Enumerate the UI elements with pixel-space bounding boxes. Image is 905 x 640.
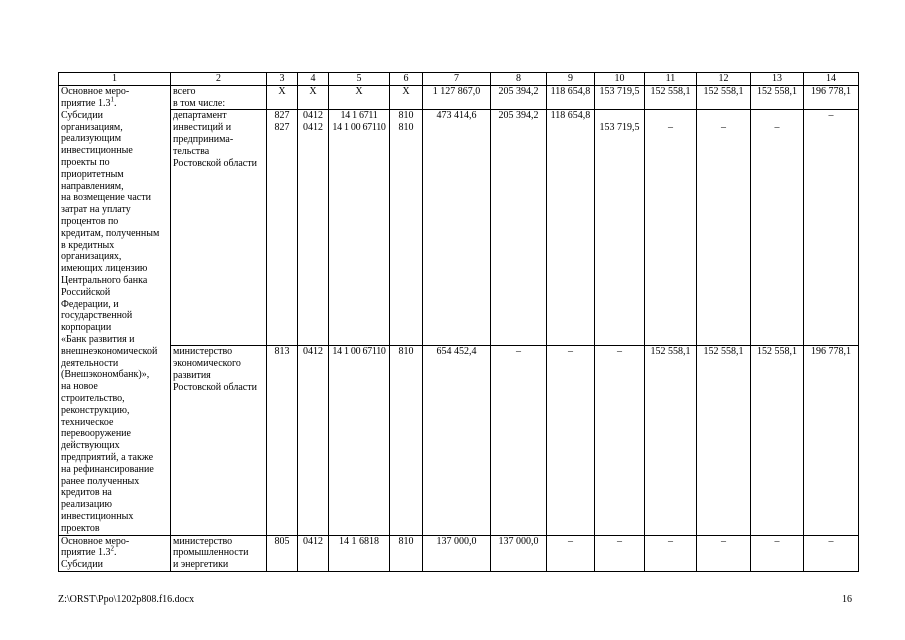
col-header: 5 xyxy=(329,73,390,86)
col-header: 4 xyxy=(298,73,329,86)
cell: – xyxy=(804,535,859,571)
cell: 118 654,8 xyxy=(547,85,595,110)
cell: 118 654,8 xyxy=(547,110,595,346)
cell: 152 558,1 xyxy=(751,346,804,535)
cell: X xyxy=(390,85,423,110)
cell: – xyxy=(547,535,595,571)
col-header: 9 xyxy=(547,73,595,86)
document-file-path: Z:\ORST\Ppo\1202p808.f16.docx xyxy=(58,594,195,605)
col-header: 3 xyxy=(267,73,298,86)
cell: 152 558,1 xyxy=(697,346,751,535)
cell: 205 394,2 xyxy=(491,110,547,346)
cell: 14 1 6711 14 1 00 67110 xyxy=(329,110,390,346)
cell: – xyxy=(547,346,595,535)
cell: – xyxy=(595,535,645,571)
cell: 196 778,1 xyxy=(804,85,859,110)
cell: 153 719,5 xyxy=(595,85,645,110)
cell: 473 414,6 xyxy=(423,110,491,346)
cell: X xyxy=(298,85,329,110)
page-number: 16 xyxy=(842,594,852,605)
col-header: 1 xyxy=(59,73,171,86)
col-header: 2 xyxy=(171,73,267,86)
executor-cell: всего в том числе: xyxy=(171,85,267,110)
activity-name-cell: Основное меро- приятие $1.3^2$. Субсидии xyxy=(59,535,171,571)
cell: – xyxy=(697,535,751,571)
col-header: 13 xyxy=(751,73,804,86)
cell: 805 xyxy=(267,535,298,571)
table-row xyxy=(59,85,859,110)
col-header: 14 xyxy=(804,73,859,86)
cell: 810 810 xyxy=(390,110,423,346)
budget-table xyxy=(58,72,859,572)
cell: 14 1 00 67110 xyxy=(329,346,390,535)
col-header: 8 xyxy=(491,73,547,86)
cell: – xyxy=(751,535,804,571)
cell: 152 558,1 xyxy=(645,346,697,535)
table-row xyxy=(59,110,859,346)
cell: 137 000,0 xyxy=(491,535,547,571)
cell: 153 719,5 xyxy=(595,110,645,346)
cell: X xyxy=(267,85,298,110)
cell: 137 000,0 xyxy=(423,535,491,571)
col-header: 11 xyxy=(645,73,697,86)
cell: 810 xyxy=(390,535,423,571)
cell: 152 558,1 xyxy=(697,85,751,110)
cell: 810 xyxy=(390,346,423,535)
executor-cell: министерство промышленности и энергетики xyxy=(171,535,267,571)
cell: – xyxy=(804,110,859,346)
cell: 654 452,4 xyxy=(423,346,491,535)
cell: X xyxy=(329,85,390,110)
cell: 1 127 867,0 xyxy=(423,85,491,110)
table-row xyxy=(59,346,859,535)
cell: – xyxy=(491,346,547,535)
cell: 827 827 xyxy=(267,110,298,346)
cell: 0412 xyxy=(298,346,329,535)
cell: 813 xyxy=(267,346,298,535)
activity-description-cell: Субсидии организациям, реализующим инвестиционные проекты по приоритетным направлениям, на возмещение части затрат на уплату процентов по кредитам, полученным в кредитных организациях, имеющих лицензию Центрального банка Российской Федерации, и государственной корпорации «Банк развития и внешнеэкономической деятельности (Внешэкономбанк)», на новое строительство, реконструкцию, техническое перевооружение действующих предприятий, а также на рефинансирование ранее полученных кредитов на реализацию инвестиционных проектов xyxy=(59,110,171,535)
column-number-row xyxy=(59,73,859,86)
cell: – xyxy=(645,535,697,571)
cell: 152 558,1 xyxy=(751,85,804,110)
col-header: 7 xyxy=(423,73,491,86)
table-row xyxy=(59,535,859,571)
col-header: 12 xyxy=(697,73,751,86)
cell: – xyxy=(697,110,751,346)
activity-name-cell: Основное меро- приятие $1.3^1$. xyxy=(59,85,171,110)
executor-cell: департамент инвестиций и предпринима- тельства Ростовской области xyxy=(171,110,267,346)
cell: 0412 xyxy=(298,535,329,571)
cell: 152 558,1 xyxy=(645,85,697,110)
cell: – xyxy=(595,346,645,535)
executor-cell: министерство экономического развития Ростовской области xyxy=(171,346,267,535)
col-header: 10 xyxy=(595,73,645,86)
cell: 0412 0412 xyxy=(298,110,329,346)
cell: 196 778,1 xyxy=(804,346,859,535)
col-header: 6 xyxy=(390,73,423,86)
cell: – xyxy=(751,110,804,346)
cell: – xyxy=(645,110,697,346)
cell: 205 394,2 xyxy=(491,85,547,110)
cell: 14 1 6818 xyxy=(329,535,390,571)
